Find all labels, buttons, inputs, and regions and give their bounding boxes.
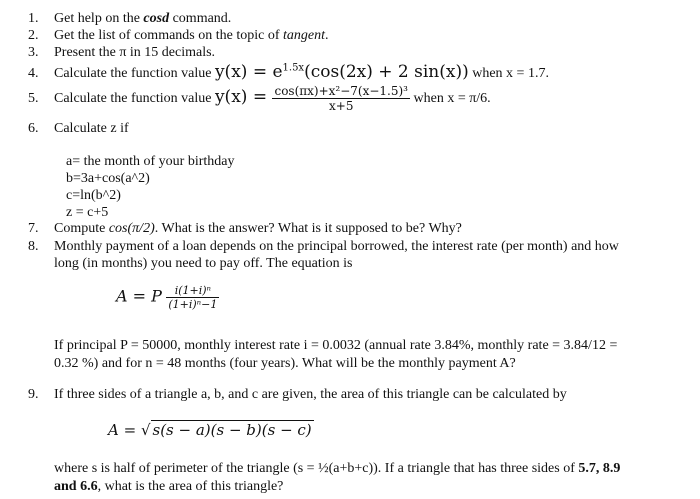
command-name: cosd [143,11,170,26]
heron-formula [108,421,314,439]
item-text: Compute [54,221,109,236]
item-number: 7. [28,221,39,236]
radical-sign: √ [140,421,151,439]
item-number: 4. [28,66,39,81]
loan-formula [116,284,219,311]
definition-line: a= the month of your birthday [66,154,235,169]
formula-5-fraction [272,84,410,114]
definitions-block [66,153,234,221]
item-2 [28,28,690,44]
item-9 [28,387,690,403]
definition-line: b=3a+cos(a^2) [66,171,150,186]
item-6 [28,121,690,137]
item-text: . [325,28,329,43]
loan-formula-fraction [166,284,219,311]
item-text: when x = π/6. [410,91,491,107]
item-3 [28,45,690,61]
item-number: 9. [28,387,39,402]
item-text: Calculate the function value [54,91,215,107]
item-number: 8. [28,239,39,254]
item-4 [28,62,690,82]
item-text: Get the list of commands on the topic of [54,28,284,43]
item-text: Calculate the function value [54,66,215,81]
loan-paragraph: If principal P = 50000, monthly interest rate i = 0.0032 (annual rate 3.84%, monthly rate = 3.84/12 = 0.32 %) and for n = 48 months (four years). What will be the monthly payment A? [54,338,618,371]
numerator: cos(πx)+x²−7(x−1.5)³ [274,84,408,98]
item-text: when x = 1.7. [468,66,549,81]
item-5 [28,84,690,114]
denominator: (1+i)ⁿ−1 [168,298,218,312]
formula-5-lhs: y(x) = [214,87,273,108]
numerator: i(1+i)ⁿ [166,284,219,298]
item-7 [28,221,690,237]
item-text: Monthly payment of a loan depends on the principal borrowed, the interest rate (per month) and how [54,239,619,254]
denominator: x+5 [329,99,354,114]
radicand: s(s − a)(s − b)(s − c) [152,421,312,439]
item-number: 2. [28,28,39,43]
item-text: long (in months) you need to pay off. The equation is [54,256,353,271]
item-text: Calculate z if [54,121,129,136]
definition-line: z = c+5 [66,205,109,220]
sides-last: and 6.6 [54,479,98,494]
item-text: Get help on the [54,11,144,26]
item-number: 1. [28,11,39,26]
definition-line: c=ln(b^2) [66,188,121,203]
item-text: . What is the answer? What is it supposed to be? Why? [154,221,462,236]
loan-formula-lhs: A = P [116,286,162,306]
triangle-paragraph: where s is half of perimeter of the triangle (s = ½(a+b+c)). If a triangle that has three sides of 5.7, 8.9 and 6.6, what is the area of this triangle? [54,461,621,494]
sides-first: 5.7, 8.9 [578,461,621,476]
heron-formula-lhs: A = [108,421,141,439]
item-1 [28,11,690,27]
item-text: command. [169,11,232,26]
item-number: 5. [28,91,39,107]
topic-name: tangent [283,28,326,43]
item-8 [28,238,690,272]
item-number: 3. [28,45,39,60]
item-number: 6. [28,121,39,136]
item-text: If three sides of a triangle a, b, and c are given, the area of this triangle can be calculated by [54,387,567,402]
item-text: Present the π in 15 decimals. [54,45,216,60]
formula-4: $y(x) = e^{1.5x}(\cos(2x) + 2$ sin(x)) [214,62,469,82]
compute-expression: cos(π/2) [108,221,155,236]
